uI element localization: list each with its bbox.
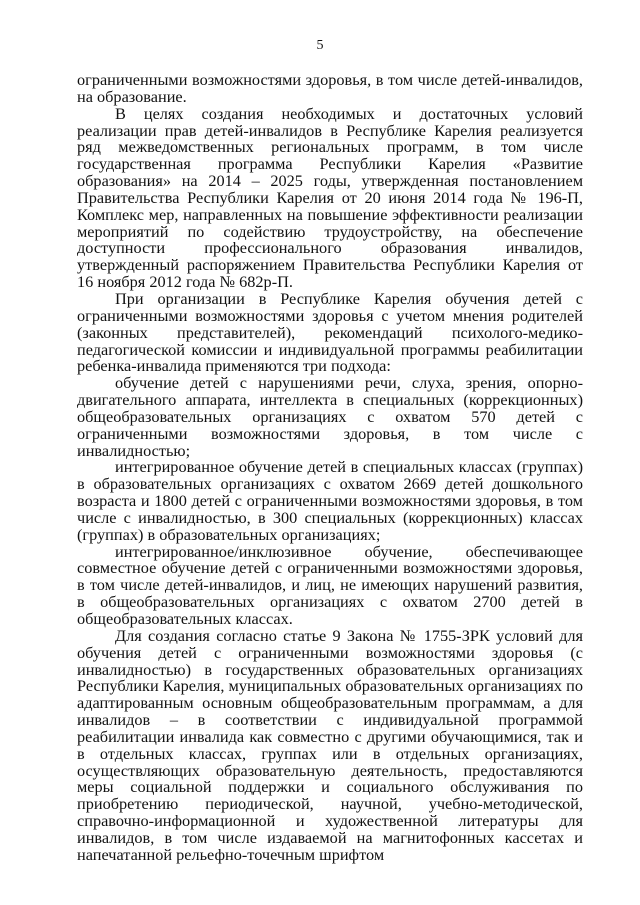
list-item-paragraph: обучение детей с нарушениями речи, слуха, зрения, опорно-двигательного аппарата, интеллекта в специальных (коррекционных) общеобразовательных организациях с охватом 570 детей с ограниченными возможностями здоровья, в том числе с инвалидностью; <box>77 373 583 460</box>
paragraph: При организации в Республике Карелия обучения детей с ограниченными возможностями здоровья с учетом мнения родителей (законных представителей), рекомендаций психолого-медико-педагогической комиссии и индивидуальной программы реабилитации ребенка-инвалида применяются три подхода: <box>77 288 583 376</box>
list-item-paragraph: интегрированное обучение детей в специальных классах (группах) в образовательных организациях с охватом 2669 детей дошкольного возраста и 1800 детей с ограниченными возможностями здоровья, в том числе с инвалидностью, в 300 специальных (коррекционных) классах (группах) в образовательных организациях; <box>77 457 583 544</box>
paragraph: ограниченными возможностями здоровья, в том числе детей-инвалидов, на образование. <box>77 70 583 106</box>
list-item-paragraph: интегрированное/инклюзивное обучение, обеспечивающее совместное обучение детей с ограниченными возможностями здоровья, в том числе детей-инвалидов, и лиц, не имеющих нарушений развития, в общеобразовательных организациях с охватом 2700 детей в общеобразовательных классах. <box>77 541 583 628</box>
paragraph: В целях создания необходимых и достаточных условий реализации прав детей-инвалидов в Республике Карелия реализуется ряд межведомственных региональных программ, в том числе государственная программа Республики Карелия «Развитие образования» на 2014 – 2025 годы, утвержденная постановлением Правительства Республики Карелия от 20 июня 2014 года № 196-П, Комплекс мер, направленных на повышение эффективности реализации мероприятий по содействию трудоустройству, на обеспечение доступности профессионального образования инвалидов, утвержденный распоряжением Правительства Республики Карелия от 16 ноября 2012 года № 682р-П. <box>77 103 583 292</box>
document-body <box>77 72 583 864</box>
paragraph: Для создания согласно статье 9 Закона № 1755-ЗРК условий для обучения детей с ограниченными возможностями здоровья (с инвалидностью) в государственных образовательных организациях Республики Карелия, муниципальных образовательных организациях по адаптированным основным общеобразовательным программам, а для инвалидов – в соответствии с индивидуальной программой реабилитации инвалида как совместно с другими обучающимися, так и в отдельных классах, группах или в отдельных организациях, осуществляющих образовательную деятельность, предоставляются меры социальной поддержки и социального обслуживания по приобретению периодической, научной, учебно-методической, справочно-информационной и художественной литературы для инвалидов, в том числе издаваемой на магнитофонных кассетах и напечатанной рельефно-точечным шрифтом <box>77 625 583 864</box>
page-number: 5 <box>316 38 324 53</box>
